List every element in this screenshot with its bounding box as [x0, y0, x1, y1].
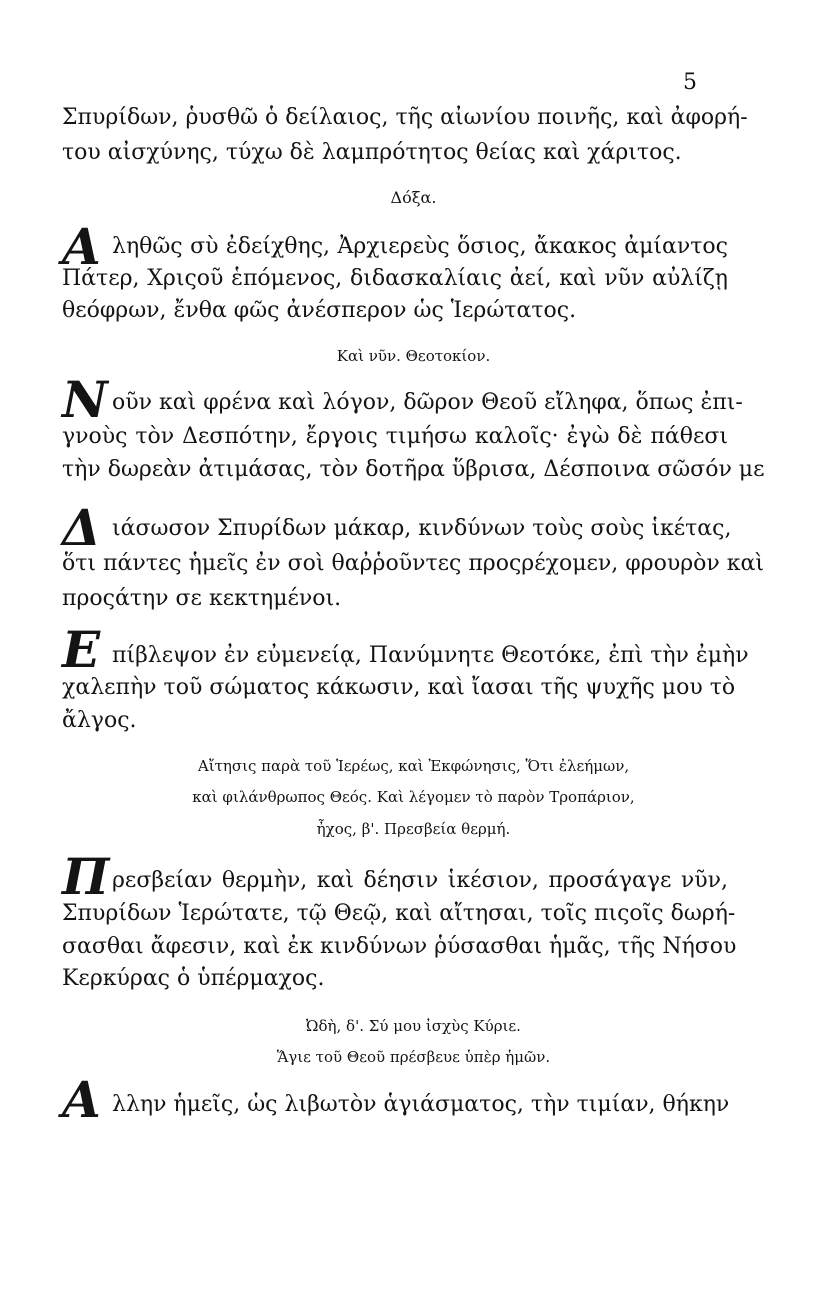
text-line: ιάσωσον Σπυρίδων μάκαρ, κινδύνων τοὺς σοὺς ἱκέτας,	[112, 516, 732, 541]
rubric-line: Αἴτησις παρὰ τοῦ Ἱερέως, καὶ Ἐκφώνησις, Ὅτι ἐλεήμων,	[197, 757, 630, 775]
drop-cap: Ν	[62, 370, 108, 429]
text-line: προςάτην σε κεκτημένοι.	[62, 586, 342, 611]
section-heading-theotokion: Καὶ νῦν. Θεοτοκίον.	[336, 347, 491, 365]
text-line: ὅτι πάντες ἡμεῖς ἐν σοὶ θαῤῥοῦντες προςρέχομεν, φρουρὸν καὶ	[62, 551, 764, 576]
ode-heading: Ὠδὴ, δ'. Σύ μου ἰσχὺς Κύριε.	[306, 1017, 521, 1035]
text-line: πίβλεψον ἐν εὐμενείᾳ, Πανύμνητε Θεοτόκε, ἐπὶ τὴν ἐμὴν	[112, 643, 749, 668]
text-line: του αἰσχύνης, τύχω δὲ λαμπρότητος θείας καὶ χάριτος.	[62, 140, 682, 165]
text-line: σασθαι ἄφεσιν, καὶ ἐκ κινδύνων ῥύσασθαι ἡμᾶς, τῆς Νήσου	[62, 934, 737, 959]
drop-cap: Δ	[62, 498, 101, 557]
section-heading-doxa: Δόξα.	[390, 188, 437, 207]
text-line: τὴν δωρεὰν ἀτιμάσας, τὸν δοτῆρα ὕβρισα, Δέσποινα σῶσόν με	[62, 457, 765, 482]
text-line: Σπυρίδων Ἱερώτατε, τῷ Θεῷ, καὶ αἴτησαι, τοῖς πιςοῖς δωρή-	[62, 901, 736, 926]
drop-cap: Π	[62, 847, 110, 906]
rubric-line: καὶ φιλάνθρωπος Θεός. Καὶ λέγομεν τὸ παρὸν Τροπάριον,	[192, 788, 635, 806]
text-line: ρεσβείαν θερμὴν, καὶ δέησιν ἱκέσιον, προσάγαγε νῦν,	[112, 868, 728, 893]
text-line: γνοὺς τὸν Δεσπότην, ἔργοις τιμήσω καλοῖς· ἐγὼ δὲ πάθεσι	[62, 424, 728, 449]
text-line: ἄλγος.	[62, 708, 137, 733]
text-line: Κερκύρας ὁ ὑπέρμαχος.	[62, 966, 325, 991]
rubric-line: ἦχος, β'. Πρεσβεία θερμή.	[316, 820, 511, 838]
text-line: Σπυρίδων, ῥυσθῶ ὁ δείλαιος, τῆς αἰωνίου ποινῆς, καὶ ἀφορή-	[62, 105, 748, 130]
text-line: ληθῶς σὺ ἐδείχθης, Ἀρχιερεὺς ὅσιος, ἄκακος ἀμίαντος	[112, 234, 728, 259]
drop-cap: Α	[62, 217, 101, 276]
text-line: οῦν καὶ φρένα καὶ λόγον, δῶρον Θεοῦ εἴληφα, ὅπως ἐπι-	[112, 390, 743, 415]
refrain-line: Ἅγιε τοῦ Θεοῦ πρέσβευε ὑπὲρ ἡμῶν.	[276, 1048, 551, 1066]
page-number: 5	[683, 70, 697, 95]
drop-cap: Ε	[62, 620, 101, 679]
drop-cap: Α	[62, 1070, 101, 1129]
text-line: θεόφρων, ἔνθα φῶς ἀνέσπερον ὡς Ἱερώτατος.	[62, 298, 577, 323]
text-line: Πάτερ, Χριςοῦ ἑπόμενος, διδασκαλίαις ἀεί, καὶ νῦν αὐλίζῃ	[62, 266, 728, 291]
text-line: χαλεπὴν τοῦ σώματος κάκωσιν, καὶ ἴασαι τῆς ψυχῆς μου τὸ	[62, 675, 736, 700]
text-line: λλην ἡμεῖς, ὡς λιβωτὸν ἁγιάσματος, τὴν τιμίαν, θήκην	[112, 1092, 730, 1117]
